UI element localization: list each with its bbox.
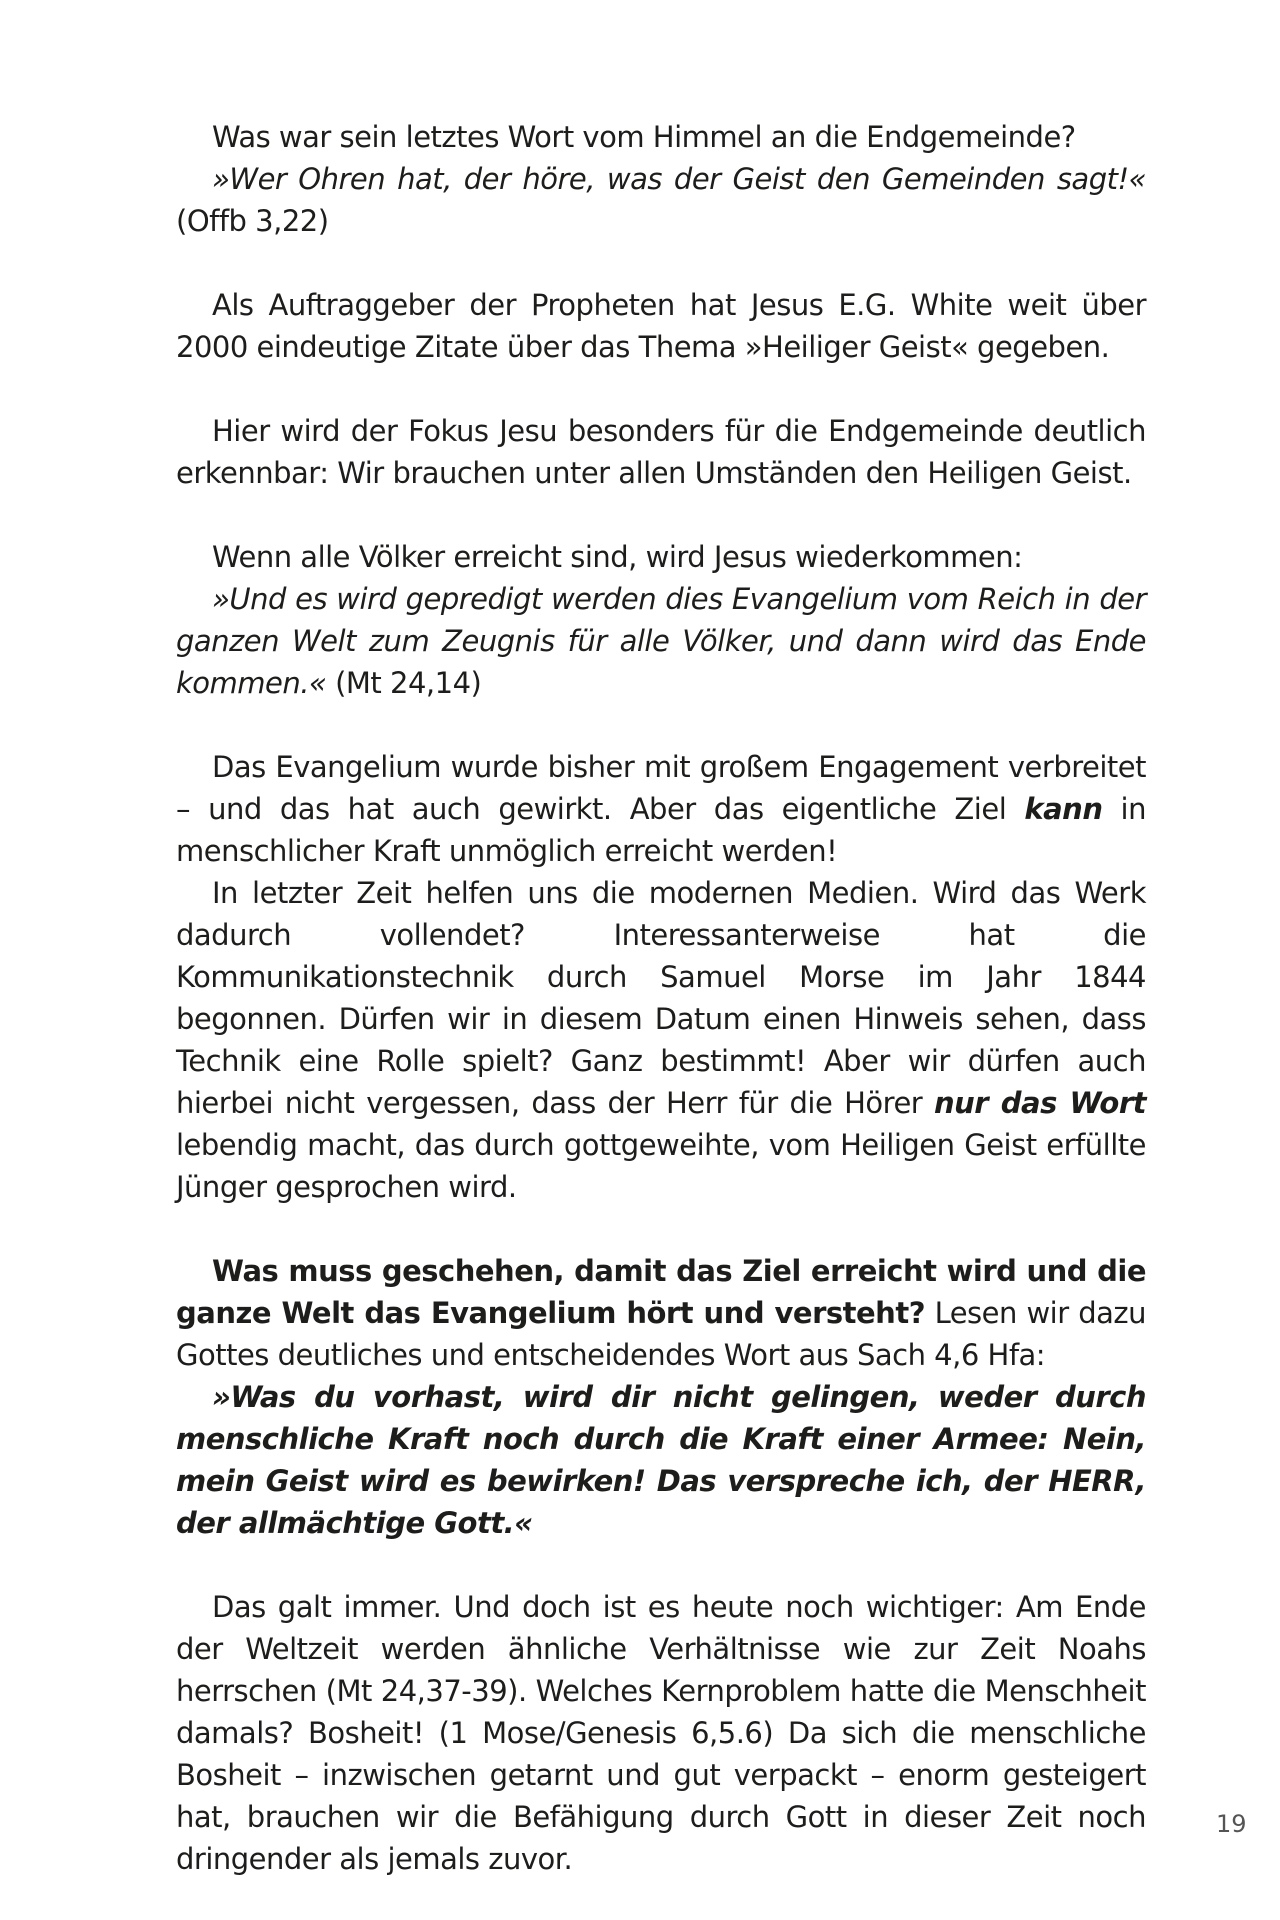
paragraph-evangelium — [176, 746, 1146, 1208]
text-run: In letzter Zeit helfen uns die modernen Medien. Wird das Werk dadurch vollendet? Interessanterweise hat die Kommunikationstechnik durch Samuel Morse im Jahr 1844 begonnen. Dürfen wir in diesem Datum einen Hinweis sehen, dass Technik eine Rolle spielt? Ganz bestimmt! Aber wir dürfen auch hierbei nicht vergessen, dass der Herr für die Hörer — [176, 876, 1146, 1120]
text-line — [176, 1586, 1146, 1880]
text-run: Was war sein letztes Wort vom Himmel an die Endgemeinde? — [212, 120, 1076, 154]
paragraph-last-word — [176, 116, 1146, 242]
paragraph-fokus — [176, 410, 1146, 494]
quote-line — [176, 158, 1146, 242]
text-line — [176, 410, 1146, 494]
paragraph-gap — [176, 368, 1146, 410]
text-run: Wenn alle Völker erreicht sind, wird Jesus wiederkommen: — [212, 540, 1023, 574]
text-run: Das galt immer. Und doch ist es heute noch wichtiger: Am Ende der Weltzeit werden ähnliche Verhältnisse wie zur Zeit Noahs herrschen (Mt 24,37-39). Welches Kernproblem hatte die Menschheit damals? Bosheit! (1 Mose/Genesis 6,5.6) Da sich die menschliche Bosheit – inzwischen getarnt und gut verpackt – enorm gesteigert hat, brauchen wir die Befähigung durch Gott in dieser Zeit noch dringender als jemals zuvor. — [176, 1590, 1146, 1876]
emphasis-run: kann — [1024, 792, 1103, 826]
paragraph-gap — [176, 1208, 1146, 1250]
reference-run: (Offb 3,22) — [176, 204, 329, 238]
paragraph-ziel — [176, 1250, 1146, 1544]
text-line — [176, 872, 1146, 1208]
quote-run: »Was du vorhast, wird dir nicht gelingen, weder durch menschliche Kraft noch durch die Kraft einer Armee: Nein, mein Geist wird es bewirken! Das verspreche ich, der HERR, der allmächtige Gott.« — [176, 1380, 1146, 1540]
page-body — [176, 116, 1146, 1880]
text-run: Lesen wir dazu Gottes deutliches und entscheidendes Wort aus Sach 4,6 Hfa: — [176, 1296, 1146, 1372]
emphasis-run: nur das Wort — [934, 1086, 1146, 1120]
paragraph-gap — [176, 242, 1146, 284]
paragraph-gap — [176, 494, 1146, 536]
paragraph-auftraggeber — [176, 284, 1146, 368]
paragraph-gap — [176, 704, 1146, 746]
reference-run: (Mt 24,14) — [326, 666, 482, 700]
text-run: in menschlicher Kraft unmöglich erreicht werden! — [176, 792, 1146, 868]
text-line — [176, 746, 1146, 872]
text-line — [176, 1250, 1146, 1376]
text-line — [176, 536, 1146, 578]
text-line — [176, 116, 1146, 158]
text-run: lebendig macht, das durch gottgeweihte, vom Heiligen Geist erfüllte Jünger gesprochen wird. — [176, 1128, 1146, 1204]
text-run: Hier wird der Fokus Jesu besonders für die Endgemeinde deutlich erkennbar: Wir brauchen unter allen Umständen den Heiligen Geist. — [176, 414, 1146, 490]
bold-run: Was muss geschehen, damit das Ziel erreicht wird und die ganze Welt das Evangelium hört und versteht? — [176, 1254, 1146, 1330]
quote-run: »Wer Ohren hat, der höre, was der Geist den Gemeinden sagt!« — [212, 162, 1146, 196]
page-number: 19 — [1216, 1810, 1247, 1838]
quote-line — [176, 578, 1146, 704]
paragraph-gap — [176, 1544, 1146, 1586]
text-line — [176, 284, 1146, 368]
text-run: Das Evangelium wurde bisher mit großem Engagement verbreitet – und das hat auch gewirkt. Aber das eigentliche Ziel — [176, 750, 1146, 826]
text-run: Als Auftraggeber der Propheten hat Jesus E.G. White weit über 2000 eindeutige Zitate über das Thema »Heiliger Geist« gegeben. — [176, 288, 1146, 364]
quote-line — [176, 1376, 1146, 1544]
paragraph-noah — [176, 1586, 1146, 1880]
paragraph-voelker — [176, 536, 1146, 704]
quote-run: »Und es wird gepredigt werden dies Evangelium vom Reich in der ganzen Welt zum Zeugnis für alle Völker, und dann wird das Ende kommen.« — [176, 582, 1146, 700]
